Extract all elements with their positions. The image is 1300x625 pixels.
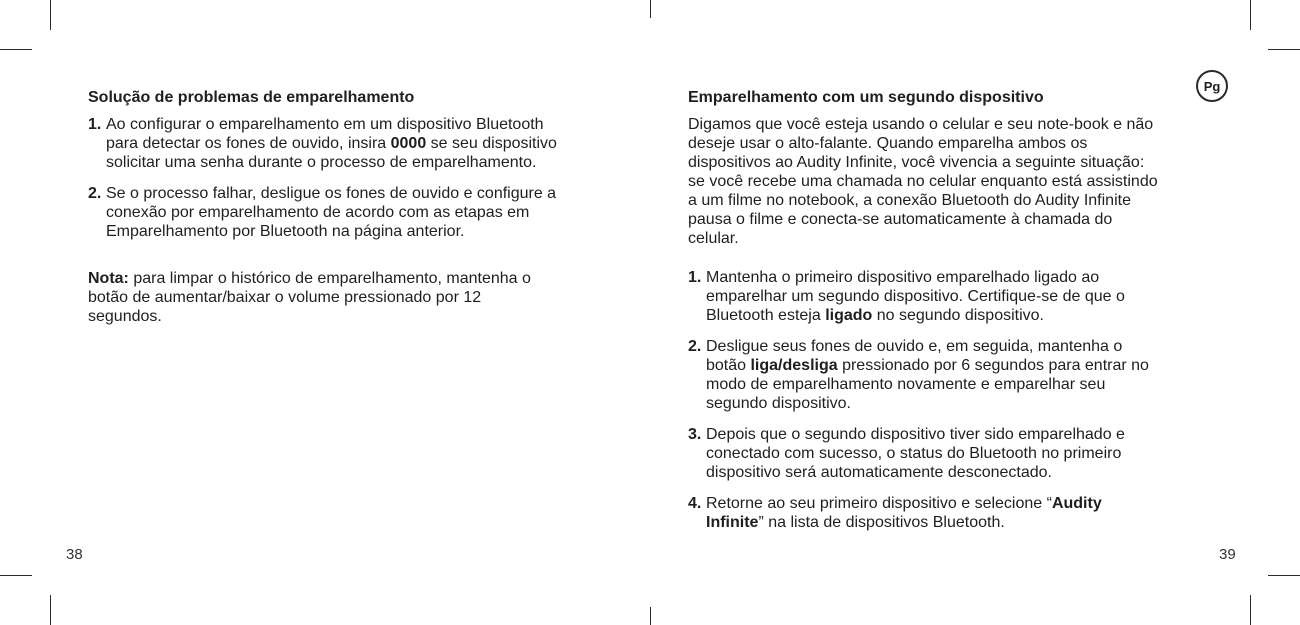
step-text: Retorne ao seu primeiro dispositivo e selecione “	[706, 495, 1052, 512]
note-label: Nota:	[88, 270, 129, 287]
step-text: se seu dispositivo solicitar uma senha durante o processo de emparelhamento.	[106, 135, 557, 171]
right-page	[688, 88, 1158, 544]
crop-mark	[0, 575, 32, 576]
step-number: 2.	[688, 338, 702, 355]
step-text: Se o processo falhar, desligue os fones de ouvido e configure a conexão por emparelhamento de acordo com as etapas em Emparelhamento por Bluetooth na página anterior.	[106, 185, 557, 240]
step-emphasis: Audity Infinite	[706, 495, 1102, 531]
left-page	[88, 88, 558, 326]
list-item	[88, 184, 558, 241]
crop-mark	[1268, 49, 1300, 50]
step-number: 1.	[88, 116, 102, 133]
list-item	[688, 494, 1158, 532]
page-number-left: 38	[66, 546, 83, 563]
crop-mark	[50, 595, 51, 625]
step-emphasis: liga/desliga	[750, 357, 838, 374]
list-item	[88, 115, 558, 172]
step-number: 1.	[688, 269, 702, 286]
list-item	[688, 268, 1158, 325]
crop-mark	[0, 49, 32, 50]
step-text: Mantenha o primeiro dispositivo emparelhado ligado ao emparelhar um segundo dispositivo. Certifique-se de que o Bluetooth esteja	[706, 269, 1125, 324]
step-text: Ao configurar o emparelhamento em um dispositivo Bluetooth para detectar os fones de ouvido, insira	[106, 116, 544, 152]
step-text: ” na lista de dispositivos Bluetooth.	[758, 514, 1005, 531]
second-device-steps	[688, 268, 1158, 532]
list-item	[688, 425, 1158, 482]
intro-paragraph: Digamos que você esteja usando o celular e seu note-book e não deseje usar o alto-falante. Quando emparelha ambos os dispositivos ao Audity Infinite, você vivencia a seguinte situação: se você recebe uma chamada no celular enquanto está assistindo a um filme no notebook, a conexão Bluetooth do Audity Infinite pausa o filme e conecta-se automaticamente à chamada do celular.	[688, 116, 1158, 247]
step-emphasis: ligado	[825, 307, 873, 324]
crop-mark	[1250, 0, 1251, 30]
crop-mark	[1250, 595, 1251, 625]
step-number: 2.	[88, 185, 102, 202]
left-heading: Solução de problemas de emparelhamento	[88, 89, 415, 106]
step-text: pressionado por 6 segundos para entrar no modo de emparelhamento novamente e emparelhar seu segundo dispositivo.	[706, 357, 1149, 412]
crop-mark	[50, 0, 51, 30]
crop-mark	[1268, 575, 1300, 576]
step-text: Desligue seus fones de ouvido e, em seguida, mantenha o botão	[706, 338, 1123, 374]
crop-mark	[650, 607, 651, 625]
step-text: no segundo dispositivo.	[872, 307, 1044, 324]
step-emphasis: 0000	[390, 135, 427, 152]
note	[88, 269, 558, 326]
page-number-right: 39	[1219, 546, 1236, 563]
list-item	[688, 337, 1158, 413]
step-text: Depois que o segundo dispositivo tiver sido emparelhado e conectado com sucesso, o status do Bluetooth no primeiro dispositivo será automaticamente desconectado.	[706, 426, 1125, 481]
troubleshooting-steps	[88, 115, 558, 241]
step-number: 3.	[688, 426, 702, 443]
right-heading: Emparelhamento com um segundo dispositivo	[688, 89, 1044, 106]
pg-badge: Pg	[1196, 70, 1228, 102]
crop-mark	[650, 0, 651, 18]
note-text: para limpar o histórico de emparelhamento, mantenha o botão de aumentar/baixar o volume pressionado por 12 segundos.	[88, 270, 531, 325]
step-number: 4.	[688, 495, 702, 512]
